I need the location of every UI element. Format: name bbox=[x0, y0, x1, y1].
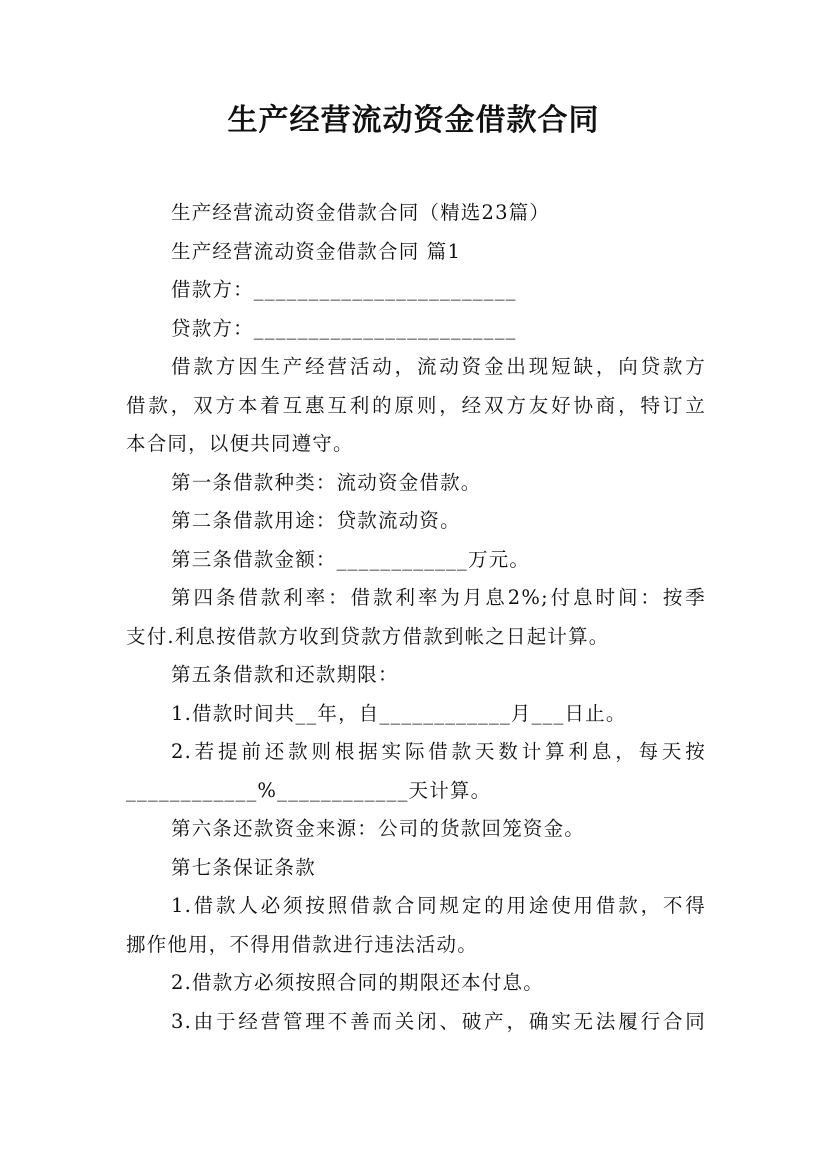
article-7-item-1-continued: 挪作他用，不得用借款进行违法活动。 bbox=[126, 932, 478, 956]
article-3: 第三条借款金额：____________万元。 bbox=[171, 547, 531, 571]
article-4: 第四条借款利率：借款利率为月息2%;付息时间：按季 bbox=[171, 586, 706, 609]
article-7-item-2: 2.借款方必须按照合同的期限还本付息。 bbox=[171, 971, 544, 994]
paragraph-line: 借款方因生产经营活动，流动资金出现短缺，向贷款方 bbox=[171, 355, 706, 378]
subtitle-line: 生产经营流动资金借款合同（精选23篇） bbox=[171, 201, 551, 224]
article-1: 第一条借款种类：流动资金借款。 bbox=[171, 470, 482, 494]
article-2: 第二条借款用途：贷款流动资。 bbox=[171, 509, 461, 532]
document-title: 生产经营流动资金借款合同 bbox=[227, 103, 600, 138]
article-5-item-2-continued: ____________%____________天计算。 bbox=[126, 778, 492, 802]
lender-field: 贷款方：________________________ bbox=[171, 316, 517, 340]
article-4-continued: 支付.利息按借款方收到贷款方借款到帐之日起计算。 bbox=[126, 624, 610, 648]
article-7: 第七条保证条款 bbox=[171, 855, 316, 879]
paragraph-line: 本合同，以便共同遵守。 bbox=[126, 432, 354, 455]
article-5: 第五条借款和还款期限： bbox=[171, 663, 399, 686]
article-7-item-3: 3.由于经营管理不善而关闭、破产，确实无法履行合同 bbox=[171, 1009, 706, 1033]
article-5-item-1: 1.借款时间共__年，自____________月___日止。 bbox=[171, 701, 627, 725]
article-5-item-2: 2.若提前还款则根据实际借款天数计算利息，每天按 bbox=[171, 740, 706, 763]
article-6: 第六条还款资金来源：公司的货款回笼资金。 bbox=[171, 817, 586, 840]
article-7-item-1: 1.借款人必须按照借款合同规定的用途使用借款，不得 bbox=[171, 894, 706, 917]
section-heading: 生产经营流动资金借款合同 篇1 bbox=[171, 239, 462, 263]
borrower-field: 借款方：________________________ bbox=[171, 278, 517, 301]
document-body bbox=[126, 194, 706, 1041]
paragraph-line: 借款，双方本着互惠互利的原则，经双方友好协商，特订立 bbox=[126, 393, 706, 417]
